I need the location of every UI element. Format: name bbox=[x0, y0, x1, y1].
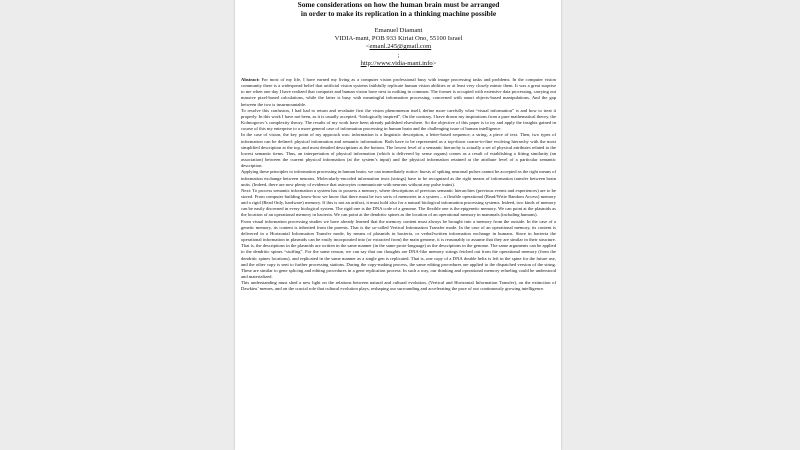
author-name: Emanuel Diamant bbox=[374, 27, 423, 34]
website-link[interactable]: http://www.vidia-mant.info bbox=[360, 59, 433, 67]
title-line-1: Some considerations on how the human brain must be arranged bbox=[297, 0, 500, 9]
paper-page bbox=[235, 0, 561, 450]
abstract-paragraph-6: From visual information processing studies we have already learned that the memory content must always be brought into a memory from the outside. In the case of a genetic memory, its content is inherited from the parents. That is the so-called Vertical Information Transfer mode. In the case of an operational memory, its content is delivered in a Horizontal Information Transfer mode, by means of plasmids in bacteria, or verbal/written information exchange in humans. Since in bacteria the operational information in plasmids can be easily incorporated into (or extracted from) the main genome, it is reasonably to assume that they are similar in their structure. That is, the descriptions in the plasmids are written in the same manner (in the same proto-language) as the descriptions in the genome. The same arguments can be applied to the dendritic spines “stuffing”. For the same reason, we can say that our thoughts are DNA-like memory strings fetched out from the operational memory (from the dendritic spines locations), and replicated in the same manner as a single gen is replicated. That is, one copy of a DNA double helix is left in the spine for the future use, and the other copy is sent to further processing stations. During the copy-making process, the same editing procedures are applied to the dispatched version of the string. These are similar to gene splicing and editing procedures in a gene replication process. In such a way, our thinking and operational memory refueling could be understood and materialized. bbox=[241, 218, 556, 280]
author-affiliation: VIDIA-mant, POB 933 Kiriat Ono, 55100 Israel bbox=[334, 35, 463, 43]
abstract-paragraph-1 bbox=[241, 77, 556, 108]
abstract-paragraph-4: Applying these principles to information processing in human brain, we can immediately notice: bursts of spiking neuronal pulses cannot be accepted as the right means of information exchange between neurons. Molecularly-encoded information texts (strings) have to be recognized as the right means of information transfer between brain units. (Indeed, there are now plenty of evidence that astrocytes communicate with neurons without any pulse trains). bbox=[241, 169, 556, 187]
abstract-paragraph-3: In the case of vision, the key point of my approach was: information is a linguistic description, a letter-based sequence, a string, a piece of text. Then, two types of information can be defined: physical information and semantic information. Both have to be represented as a top-down coarse-to-fine evolving hierarchy with the most simplified description at the top, and most detailed descriptions at the bottom. The lowest level of a semantic hierarchy is actually a set of physical attributes related to the lowest semantic items. Thus, an interpretation of physical information (which is delivered by sense organs) comes as a result of establishing a fitting similarity (an association) between the current physical information (at the system’s input) and the physical information retained at the attribute level of a particular semantic description. bbox=[241, 132, 556, 169]
email-link[interactable]: emanl.245@gmail.com bbox=[369, 43, 432, 51]
abstract-paragraph-5: Next: To process semantic information a system has to possess a memory, where descriptions of previous semantic hierarchies (previous events and experiences) are to be stored. From computer building know-how we know that there must be two sorts of memories in a system – a flexible operational (Read/Write Random Access) memory and a rigid (Read Only, hardware) memory. If this is not an artifact, it must hold also for a natural biological information processing systems. Indeed, two kinds of memory can be easily discerned in every biological system. The rigid one is the DNA code of a genome. The flexible one is the epigenetic memory. We can point at the plasmids as the location of an operational memory in bacteria. We can point at the dendritic spines as the location of an operational memory in mammals (including humans). bbox=[241, 187, 556, 218]
abstract-paragraph-7: This understanding must shed a new light on the relations between natural and cultural evolution, (Vertical and Horizontal Information Transfer), on the extinction of Dawkins’ memes, and on the crucial role that cultural evolution plays, reshaping our surrounding and accelerating the pace of our continuously growing intelligence. bbox=[241, 280, 556, 292]
contact-separator: ; bbox=[397, 51, 400, 59]
paper-title bbox=[241, 0, 556, 18]
author-contact: <emanl.245@gmail.com ; http://www.vidia-mant.info> bbox=[241, 43, 556, 68]
abstract-label: Abstract: bbox=[241, 77, 260, 83]
paragraph-text: For most of my life, I have earned my living as a computer vision professional busy with image processing tasks and problems. In the computer vision community there is a widespread belief that artificial vision systems faithfully replicate human vision abilities or at least very closely mimic them. It was a great surprise to me when one day I have realized that computer and human vision have next to nothing in common. The former is occupied with extensive data processing, carrying out massive pixel-based calculations, while the latter is busy with meaningful information processing, concerned with smart objects-based manipulations. And the gap between the two is insurmountable. bbox=[241, 77, 556, 107]
abstract-paragraph-2: To resolve this confusion, I had had to return and revaluate first the vision phenomenon itself, define more carefully what “visual information” is and how to treat it properly. In this work I have not been, as it is usually accepted, “biologically inspired”. On the contrary, I have drawn my inspirations from a pure mathematical theory, the Kolmogorov’s complexity theory. The results of my work have been already published elsewhere. So the objective of this paper is to try and apply the insights gained in course of this my enterprise to a more general case of information processing in human brain and the challenging issue of human intelligence. bbox=[241, 107, 556, 132]
author-block bbox=[241, 27, 556, 68]
abstract-body bbox=[241, 77, 556, 292]
title-line-2: in order to make its replication in a thinking machine possible bbox=[300, 9, 497, 18]
